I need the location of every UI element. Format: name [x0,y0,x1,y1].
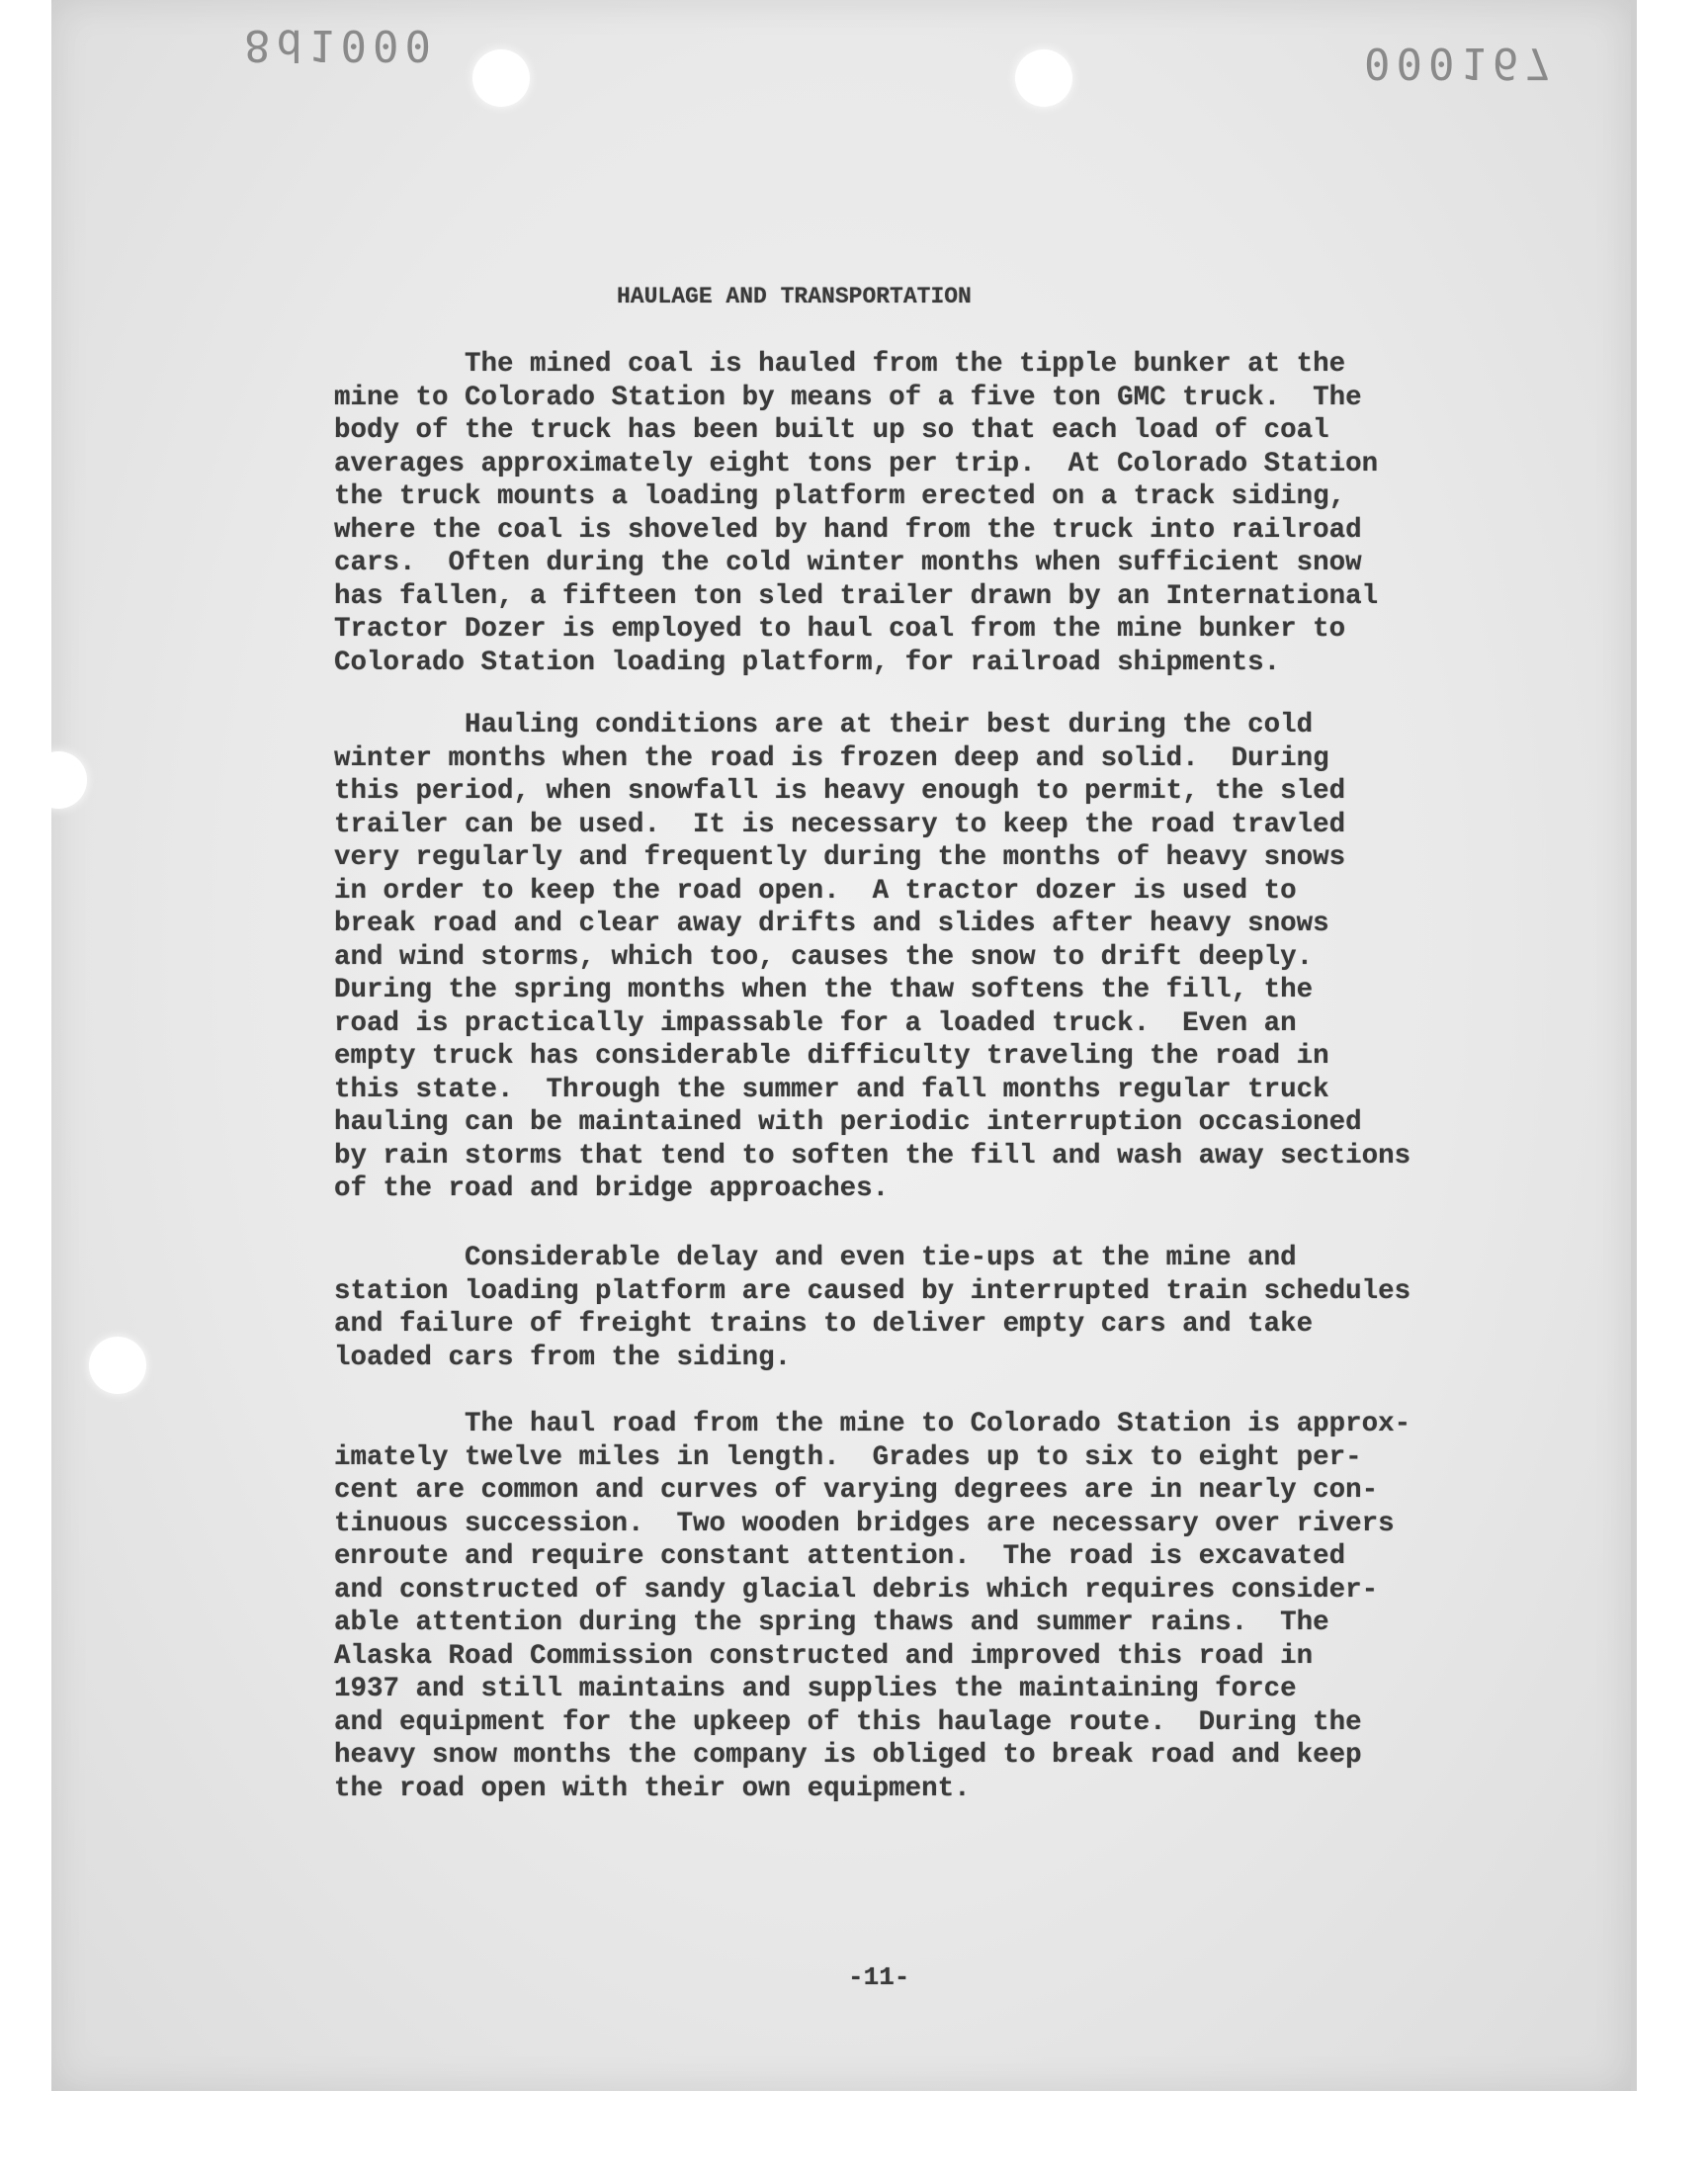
punch-hole-side-upper [51,751,87,809]
page-number: -11- [848,1962,910,1992]
page-edge [1631,0,1637,2091]
punch-hole-top-left [472,49,530,107]
document-page [51,0,1631,2091]
paragraph-2: Hauling conditions are at their best during the cold winter months when the road is frozen deep and solid. During this period, when snowfall is heavy enough to permit, the sled trailer can be used. It is necessary to keep the road travled very regularly and frequently during the months of heavy snows in order to keep the road open. A tractor dozer is used to break road and clear away drifts and slides after heavy snows and wind storms, which too, causes the snow to drift deeply. During the spring months when the thaw softens the fill, the road is practically impassable for a loaded truck. Even an empty truck has considerable difficulty traveling the road in this state. Through the summer and fall months regular truck hauling can be maintained with periodic interruption occasioned by rain storms that tend to soften the fill and wash away sections of the road and bridge approaches. [334,710,1411,1204]
document-stamp-right: 000167 [1364,38,1557,88]
punch-hole-top-right [1015,49,1072,107]
paragraph-4: The haul road from the mine to Colorado Station is approx- imately twelve miles in length. Grades up to six to eight per- cent are common and curves of varying degrees are in nearly con- tinuous succession. Two wooden bridges are necessary over rivers enroute and require constant attention. The road is excavated and constructed of sandy glacial debris which requires consider- able attention during the spring thaws and summer rains. The Alaska Road Commission constructed and improved this road in 1937 and still maintains and supplies the maintaining force and equipment for the upkeep of this haulage route. During the heavy snow months the company is obliged to break road and keep the road open with their own equipment. [334,1409,1411,1804]
paragraph-1: The mined coal is hauled from the tipple bunker at the mine to Colorado Station by means of a five ton GMC truck. The body of the truck has been built up so that each load of coal averages approximately eight tons per trip. At Colorado Station the truck mounts a loading platform erected on a track siding, where the coal is shoveled by hand from the truck into railroad cars. Often during the cold winter months when sufficient snow has fallen, a fifteen ton sled trailer drawn by an International Tractor Dozer is employed to haul coal from the mine bunker to Colorado Station loading platform, for railroad shipments. [334,349,1379,678]
paragraph-3: Considerable delay and even tie-ups at the mine and station loading platform are caused by interrupted train schedules and failure of freight trains to deliver empty cars and take loaded cars from the siding. [334,1243,1411,1373]
punch-hole-side-lower [89,1337,146,1394]
document-stamp-left: 8d1000 [244,20,437,70]
page-title: HAULAGE AND TRANSPORTATION [617,284,972,309]
